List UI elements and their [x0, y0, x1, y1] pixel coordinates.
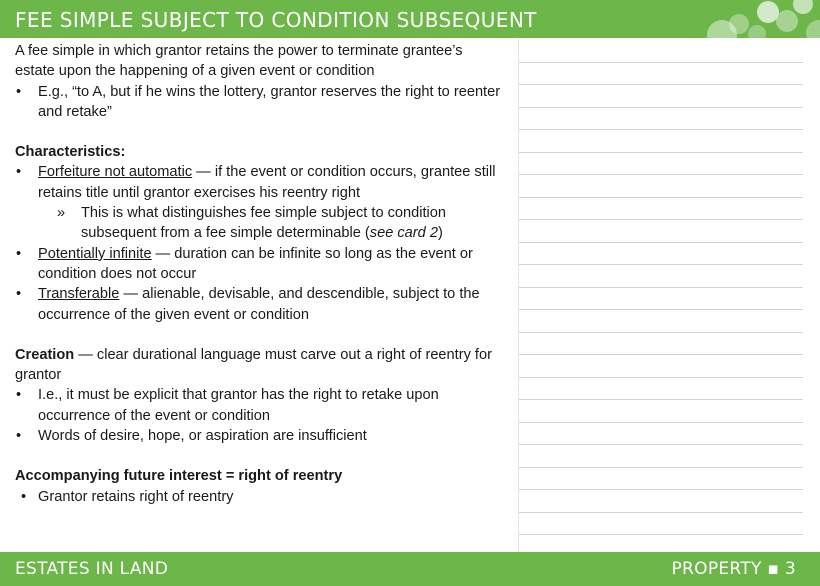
term-label: Forfeiture not automatic [38, 164, 193, 181]
chevron-marker-icon: » [57, 205, 66, 222]
notes-lines-panel [518, 38, 820, 552]
term-label: Transferable [38, 286, 120, 303]
note-line [519, 219, 803, 220]
bullet-icon: • [16, 164, 22, 181]
note-line [519, 129, 803, 130]
characteristics-heading: Characteristics: [15, 144, 126, 161]
list-item [15, 426, 505, 446]
creation-paragraph [15, 345, 505, 386]
note-line [519, 377, 803, 378]
footer-card-number: PROPERTY ▪ 3 [671, 559, 796, 579]
creation-item-text: I.e., it must be explicit that grantor has the right to retake upon occurrence of the event or condition [38, 387, 439, 424]
card-title: FEE SIMPLE SUBJECT TO CONDITION SUBSEQUENT [15, 8, 537, 32]
note-line [519, 399, 803, 400]
note-line [519, 62, 803, 63]
term-description: — duration can be infinite so long as the event or condition does not occur [38, 245, 473, 282]
decorative-bubble [806, 20, 820, 38]
term-description: — alienable, devisable, and descendible, subject to the occurrence of the given event or condition [38, 286, 480, 323]
note-line [519, 107, 803, 108]
note-line [519, 287, 803, 288]
decorative-bubble [776, 10, 798, 32]
bullet-icon: • [16, 428, 22, 445]
example-bullet [15, 82, 505, 123]
creation-item-text: Words of desire, hope, or aspiration are insufficient [38, 428, 367, 445]
list-item [15, 284, 505, 325]
note-line [519, 264, 803, 265]
note-line [519, 489, 803, 490]
note-line [519, 444, 803, 445]
note-line [519, 467, 803, 468]
future-interest-item-text: Grantor retains right of reentry [38, 488, 234, 505]
note-line [519, 354, 803, 355]
subnote-close: ) [437, 225, 443, 242]
list-item [15, 487, 505, 507]
bullet-icon: • [21, 488, 27, 505]
bullet-icon: • [16, 83, 22, 100]
creation-text: — clear durational language must carve out a right of reentry for grantor [15, 346, 492, 384]
bullet-icon: • [16, 245, 22, 262]
term-description: — if the event or condition occurs, grantee still retains title until grantor exercises his reentry right [38, 164, 496, 201]
card-reference: see card 2 [369, 225, 438, 242]
creation-term: Creation [15, 346, 75, 363]
note-line [519, 174, 803, 175]
decorative-bubble [793, 0, 813, 14]
note-line [519, 332, 803, 333]
future-interest-heading: Accompanying future interest = right of reentry [15, 468, 343, 485]
sub-list-item [15, 203, 505, 244]
note-line [519, 512, 803, 513]
note-line [519, 309, 803, 310]
card-body [15, 41, 505, 507]
list-item [15, 162, 505, 203]
list-item [15, 244, 505, 285]
subnote-text: This is what distinguishes fee simple subject to condition subsequent from a fee simple determinable ( [81, 205, 447, 242]
header-bar [0, 0, 820, 38]
definition-text: A fee simple in which grantor retains the power to terminate grantee’s estate upon the happening of a given event or condition [15, 43, 463, 80]
note-line [519, 152, 803, 153]
example-text: E.g., “to A, but if he wins the lottery, grantor reserves the right to reenter and retake” [38, 83, 501, 120]
note-line [519, 84, 803, 85]
note-line [519, 197, 803, 198]
footer-bar [0, 552, 820, 586]
list-item [15, 385, 505, 426]
decorative-bubble [748, 25, 766, 38]
note-line [519, 422, 803, 423]
decorative-bubble [729, 14, 749, 34]
bullet-icon: • [16, 286, 22, 303]
note-line [519, 534, 803, 535]
note-line [519, 242, 803, 243]
term-label: Potentially infinite [38, 245, 152, 262]
bullet-icon: • [16, 387, 22, 404]
footer-topic: ESTATES IN LAND [15, 559, 169, 579]
